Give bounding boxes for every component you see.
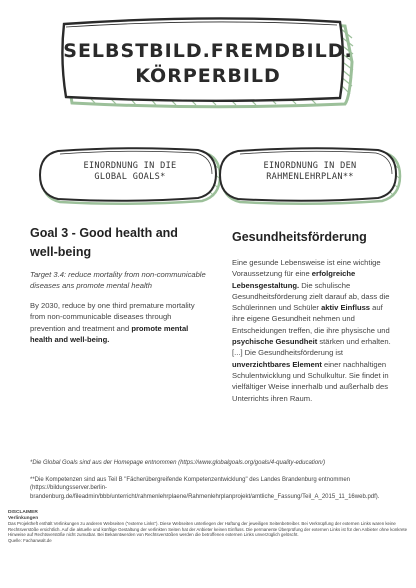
page-title-line1: SELBSTBILD.FREMDBILD. (63, 40, 353, 62)
disclaimer-source: Quelle: Fachanwalt.de (8, 537, 52, 543)
goal-target: Target 3.4: reduce mortality from non-communicable diseases ans promote mental health (30, 270, 206, 290)
page-title-line2: KÖRPERBILD (135, 65, 281, 87)
disclaimer-text: Das Projektheft enthält Verlinkungen zu anderen Webseiten ("externe Links"). Diese Webseiten unterliegen der Haftung der jeweiligen Seitenbetreiber. Bei Verknüpfung der externen Links waren keine Rechtsverstöße ersichtlich. Auf die aktuelle und künftige Gestaltung der verlinkten Seiten hat der Anbieter keinen Einfluss. Die permanente Überprüfung der externen Links ist für den Anbieter ohne konkrete Hinweise auf Rechtsverstöße nicht zumutbar. Bei Bekanntwerden von Rechtsverstößen werden die betroffenen externen Links unverzüglich gelöscht. (8, 521, 408, 538)
rlp-bold-2: aktiv Einfluss (321, 303, 371, 313)
rlp-bold-3: psychische Gesundheit (232, 337, 318, 347)
rlp-bold-1: erfolgreiche Lebensgestaltung. (232, 269, 356, 290)
pill-right-line2: RAHMENLEHRPLAN** (266, 172, 354, 182)
pill-left-line1: EINORDNUNG IN DIE (83, 161, 177, 171)
rlp-text-5: einer nachhaltigen Schulentwicklung und Schulkultur. Sie findet in vielfältiger Weise innerhalb und außerhalb des Unterrichts ihren Raum. (232, 359, 389, 403)
rahmenlehrplan-pill (218, 146, 402, 208)
pill-right-line1: EINORDNUNG IN DEN (263, 161, 357, 171)
rlp-text-2: Die schulische Gesundheitsförderung zielt darauf ab, dass die Schülerinnen und Schüler (232, 280, 390, 313)
goal-heading: Goal 3 - Good health and well-being (30, 226, 178, 259)
disclaimer (8, 510, 412, 544)
footnote-rahmenlehrplan: **Die Kompetenzen sind aus Teil B "Fächerübergreifende Kompetenzentwicklung" des Landes Brandenburg entnommen (https://bildungsserver.berlin-brandenburg.de/fileadmin/bbb/unterricht/rahmenlehrplaene/Rahmenlehrplanprojekt/amtliche_Fassung/Teil_A_2015_11_16web.pdf). (30, 477, 380, 500)
rlp-description (232, 257, 392, 404)
goal-description-bold: promote mental health and well-being. (30, 323, 189, 344)
rlp-heading: Gesundheitsförderung (232, 230, 367, 244)
rlp-text-1: Eine gesunde Lebensweise ist eine wichtige Voraussetzung für eine (232, 258, 381, 279)
footnote-global-goals: *Die Global Goals sind aus der Homepage entnommen (https://www.globalgoals.org/goals/4-quality-education/) (30, 460, 326, 466)
goal-description (30, 300, 208, 345)
pill-left-line2: GLOBAL GOALS* (94, 172, 166, 182)
global-goals-pill (38, 146, 222, 208)
disclaimer-subtitle: Verlinkungen (8, 515, 39, 521)
disclaimer-title: DISCLAIMER (8, 510, 38, 515)
rlp-bold-4: unverzichtbares Element (232, 359, 322, 369)
rlp-text-3: auf ihre eigene Gesundheit nehmen und Entscheidungen treffen, die ihre physische und (232, 303, 390, 335)
goal-description-text: By 2030, reduce by one third premature mortality from non-communicable diseases through prevention and treatment and (30, 301, 195, 333)
global-goal-section (30, 224, 208, 345)
rlp-text-4: stärken und erhalten. [...] Die Gesundheitsförderung ist (232, 337, 391, 358)
rahmenlehrplan-section (232, 224, 392, 404)
